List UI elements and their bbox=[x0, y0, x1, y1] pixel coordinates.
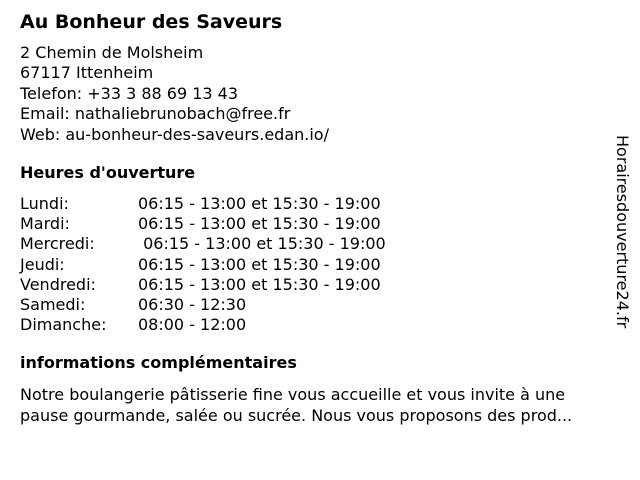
site-watermark: Horairesdouverture24.fr bbox=[613, 135, 632, 329]
hours-heading: Heures d'ouverture bbox=[20, 163, 196, 182]
day-label: Jeudi: bbox=[20, 254, 65, 274]
info-heading: informations complémentaires bbox=[20, 353, 297, 372]
hours-row-samedi bbox=[20, 295, 440, 315]
description-line-2: pause gourmande, salée ou sucrée. Nous vous proposons des prod... bbox=[20, 406, 573, 425]
hours-row-dimanche bbox=[20, 315, 440, 335]
description bbox=[20, 384, 630, 426]
day-label: Mercredi: bbox=[20, 234, 95, 254]
day-hours: 06:15 - 13:00 et 15:30 - 19:00 bbox=[138, 274, 381, 294]
day-hours: 06:15 - 13:00 et 15:30 - 19:00 bbox=[138, 214, 381, 234]
hours-row-vendredi bbox=[20, 275, 440, 295]
hours-row-mardi bbox=[20, 214, 440, 234]
day-hours: 06:30 - 12:30 bbox=[138, 294, 247, 314]
hours-row-mercredi bbox=[20, 234, 440, 254]
day-hours: 06:15 - 13:00 et 15:30 - 19:00 bbox=[138, 234, 386, 254]
day-hours: 08:00 - 12:00 bbox=[138, 315, 247, 335]
hours-table bbox=[20, 194, 440, 335]
day-label: Lundi: bbox=[20, 194, 69, 213]
phone-line: Telefon: +33 3 88 69 13 43 bbox=[20, 83, 239, 103]
day-hours: 06:15 - 13:00 et 15:30 - 19:00 bbox=[138, 254, 381, 274]
hours-row-jeudi bbox=[20, 255, 440, 275]
address-block bbox=[20, 43, 329, 145]
day-label: Samedi: bbox=[20, 294, 86, 314]
day-label: Dimanche: bbox=[20, 315, 107, 335]
hours-row-lundi bbox=[20, 194, 440, 214]
day-label: Vendredi: bbox=[20, 274, 96, 294]
business-name: Au Bonheur des Saveurs bbox=[20, 11, 283, 33]
web-line: Web: au-bonheur-des-saveurs.edan.io/ bbox=[20, 124, 329, 144]
email-line: Email: nathaliebrunobach@free.fr bbox=[20, 104, 291, 124]
address-city: 67117 Ittenheim bbox=[20, 63, 154, 83]
day-label: Mardi: bbox=[20, 214, 70, 234]
address-street: 2 Chemin de Molsheim bbox=[20, 43, 204, 62]
day-hours: 06:15 - 13:00 et 15:30 - 19:00 bbox=[138, 194, 381, 213]
description-line-1: Notre boulangerie pâtisserie fine vous accueille et vous invite à une bbox=[20, 385, 566, 404]
